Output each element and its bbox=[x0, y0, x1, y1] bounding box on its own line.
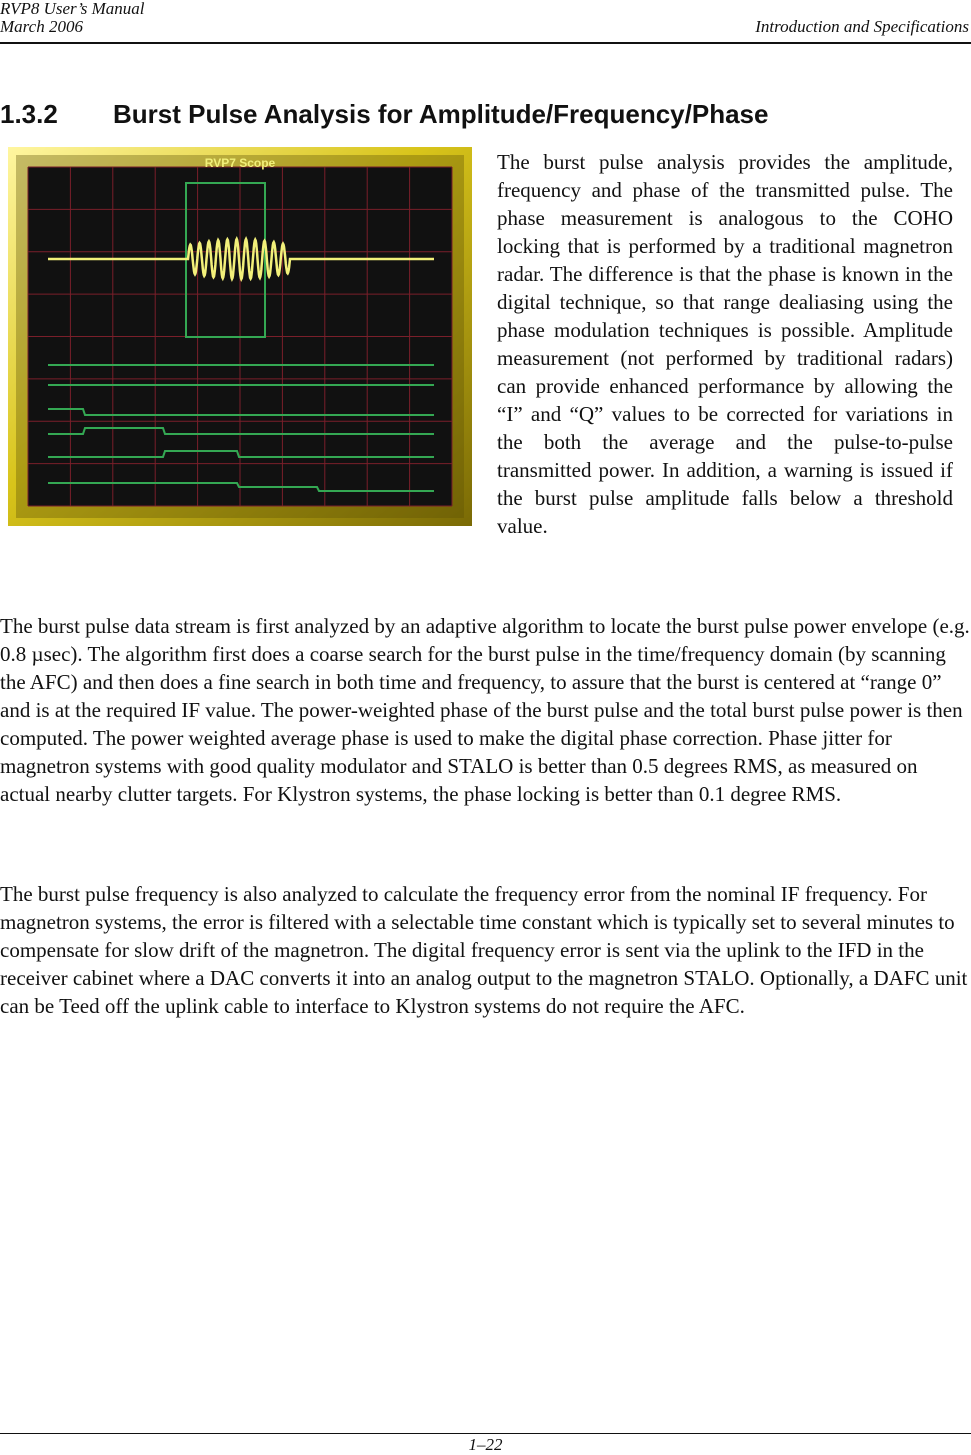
body-paragraph-1: The burst pulse data stream is first analyzed by an adaptive algorithm to locate the burst pulse power envelope (e.g. 0.8 µsec). The algorithm first does a coarse search for the burst pulse in the time/frequency domain (by scanning the AFC) and then does a fine search in both time and frequency, to assure that the burst is centered at “range 0” and is at the required IF value. The power-weighted phase of the burst pulse and the total burst pulse power is then computed. The power weighted average phase is used to make the digital phase correction. Phase jitter for magnetron systems with good quality modulator and STALO is better than 0.5 degrees RMS, as measured on actual nearby clutter targets. For Klystron systems, the phase locking is better than 0.1 degree RMS. bbox=[0, 614, 970, 806]
body-paragraph-2: The burst pulse frequency is also analyzed to calculate the frequency error from the nominal IF frequency. For magnetron systems, the error is filtered with a selectable time constant which is typically set to several minutes to compensate for slow drift of the magnetron. The digital frequency error is sent via the uplink to the IFD in the receiver cabinet where a DAC converts it into an analog output to the magnetron STALO. Optionally, a DAFC unit can be Teed off the uplink cable to interface to Klystron systems do not require the AFC. bbox=[0, 882, 968, 1018]
scope-title: RVP7 Scope bbox=[204, 156, 276, 170]
section-heading bbox=[0, 98, 768, 130]
page-number: 1–22 bbox=[468, 1435, 503, 1454]
footer-rule bbox=[0, 1433, 971, 1434]
scope-screenshot-figure bbox=[8, 147, 472, 526]
section-number: 1.3.2 bbox=[0, 99, 58, 129]
intro-paragraph: The burst pulse analysis provides the amplitude, frequency and phase of the transmitted pulse. The phase measurement is analogous to the COHO locking that is performed by a traditional magnetron radar. The difference is that the phase is known in the digital technique, so that range dealiasing using the phase modulation techniques is possible. Amplitude measurement (not performed by traditional radars) can provide enhanced performance by allowing the “I” and “Q” values to be corrected for variations in the both the average and the pulse-to-pulse transmitted power. In addition, a warning is issued if the burst pulse amplitude falls below a threshold value. bbox=[497, 150, 953, 538]
chapter-title: Introduction and Specifications bbox=[755, 17, 969, 36]
header-rule bbox=[0, 42, 971, 44]
section-title: Burst Pulse Analysis for Amplitude/Frequency/Phase bbox=[113, 99, 769, 129]
manual-date: March 2006 bbox=[0, 17, 83, 36]
manual-title: RVP8 User’s Manual bbox=[0, 0, 145, 18]
